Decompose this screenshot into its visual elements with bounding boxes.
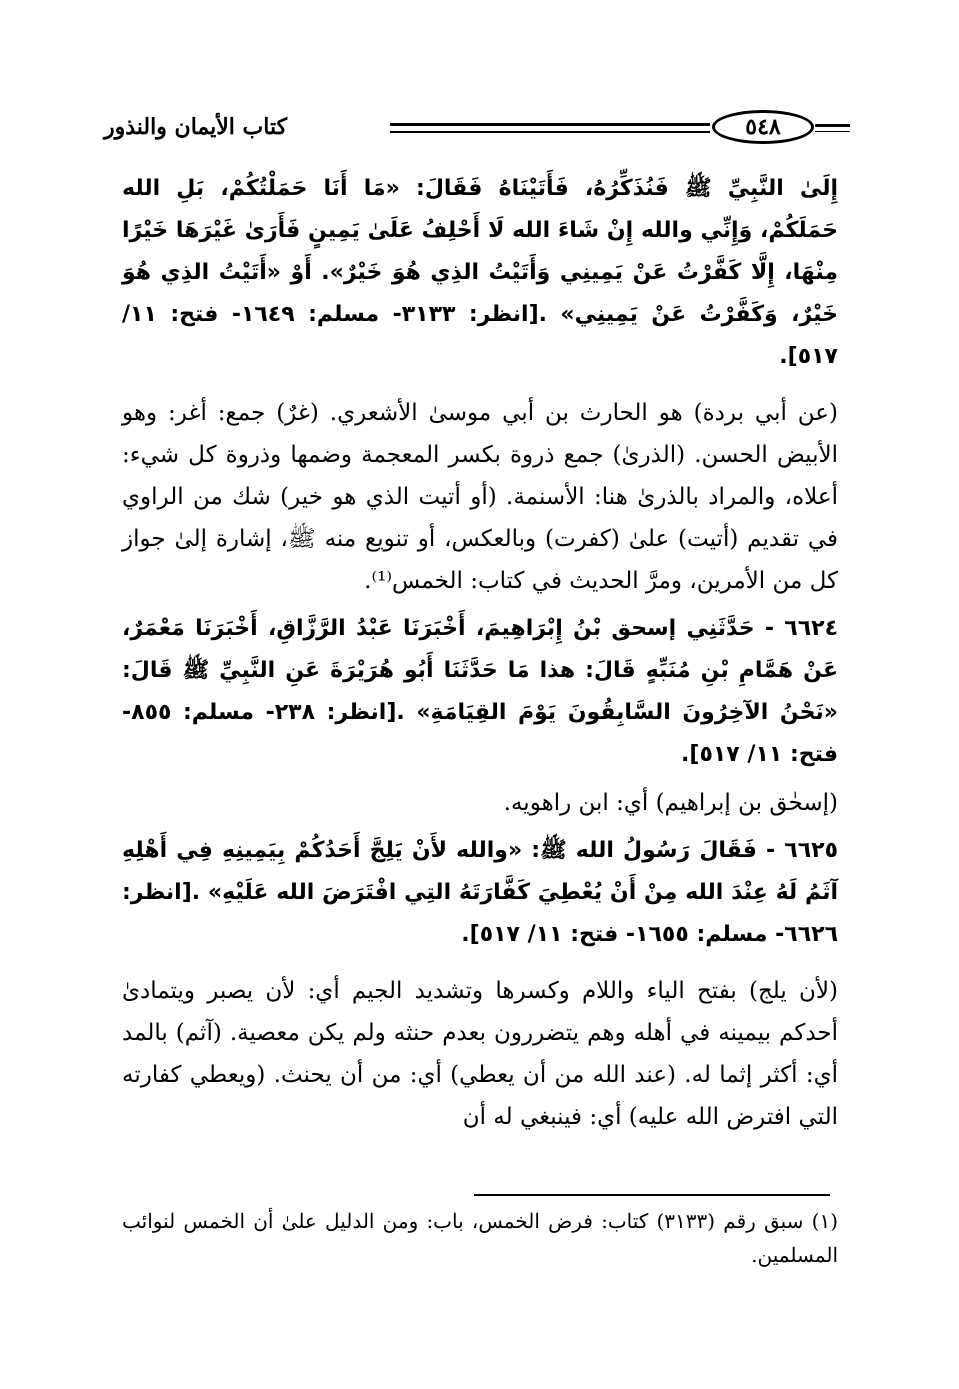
page-header xyxy=(100,110,850,154)
hadith-text: إِلَىٰ النَّبِيِّ ﷺ فَنُذَكِّرُهُ، فَأَتَيْنَاهُ فَقَالَ: «مَا أَنَا حَمَلْتُكُمْ، بَلِ الله حَمَلَكُمْ، وَإِنِّي والله إِنْ شَاءَ الله لَا أَحْلِفُ عَلَىٰ يَمِينٍ فَأَرَىٰ غَيْرَهَا خَيْرًا مِنْهَا، إِلَّا كَفَّرْتُ عَنْ يَمِينِي وَأَتَيْتُ الذِي هُوَ خَيْرٌ». أَوْ «أَتَيْتُ الذِي هُوَ خَيْرٌ، وَكَفَّرْتُ عَنْ يَمِينِي» .[انظر: ٣١٣٣- مسلم: ١٦٤٩- فتح: ١١/ ٥١٧]. xyxy=(122,176,838,369)
header-rule xyxy=(390,123,710,133)
hadith-text: ٦٦٢٥ - فَقَالَ رَسُولُ الله ﷺ: «والله لأَنْ يَلِجَّ أَحَدُكُمْ بِيَمِينِهِ فِي أَهْلِهِ آثَمُ لَهُ عِنْدَ الله مِنْ أَنْ يُعْطِيَ كَفَّارَتَهُ التِي افْتَرَضَ الله عَلَيْهِ» .[انظر: ٦٦٢٦- مسلم: ١٦٥٥- فتح: ١١/ ٥١٧]. xyxy=(122,838,838,947)
commentary-text: (عن أبي بردة) هو الحارث بن أبي موسىٰ الأشعري. (غرٌ) جمع: أغر: وهو الأبيض الحسن. (الذرىٰ) جمع ذروة بكسر المعجمة وضمها وذروة كل شيء: أعلاه، والمراد بالذرىٰ هنا: الأسنمة. (أو أتيت الذي هو خير) شك من الراوي في تقديم (أتيت) علىٰ (كفرت) وبالعكس، أو تنويع منه ﷺ، إشارة إلىٰ جواز كل من الأمرين، ومرَّ الحديث في كتاب: الخمس⁽¹⁾. xyxy=(122,400,838,594)
page-number: ٥٤٨ xyxy=(712,110,814,144)
footnote: (١) سبق رقم (٣١٣٣) كتاب: فرض الخمس، باب: ومن الدليل علىٰ أن الخمس لنوائب المسلمين. xyxy=(122,1209,838,1267)
header-rule-end xyxy=(815,124,850,132)
footnote-separator xyxy=(474,1194,830,1196)
book-title: كتاب الأيمان والنذور xyxy=(104,114,288,140)
hadith-text: ٦٦٢٤ - حَدَّثَنِي إسحق بْنُ إِبْرَاهِيمَ، أَخْبَرَنَا عَبْدُ الرَّزَّاقِ، أَخْبَرَنَا مَعْمَرٌ، عَنْ هَمَّامِ بْنِ مُنَبِّهٍ قَالَ: هذا مَا حَدَّثَنَا أَبُو هُرَيْرَةَ عَنِ النَّبِيِّ ﷺ قَالَ: «نَحْنُ الآخِرُونَ السَّابِقُونَ يَوْمَ القِيَامَةِ» .[انظر: ٢٣٨- مسلم: ٨٥٥- فتح: ١١/ ٥١٧]. xyxy=(122,616,838,767)
commentary-text: (لأن يلج) بفتح الياء واللام وكسرها وتشديد الجيم أي: لأن يصبر ويتمادىٰ أحدكم بيمينه في أهله وهم يتضررون بعدم حنثه ولم يكن معصية. (آثم) بالمد أي: أكثر إثما له. (عند الله من أن يعطي) أي: من أن يحنث. (ويعطي كفارته التي افترض الله عليه) أي: فينبغي له أن xyxy=(122,978,838,1130)
commentary-text: (إسحٰق بن إبراهيم) أي: ابن راهويه. xyxy=(503,790,838,816)
page-body xyxy=(122,168,838,1144)
